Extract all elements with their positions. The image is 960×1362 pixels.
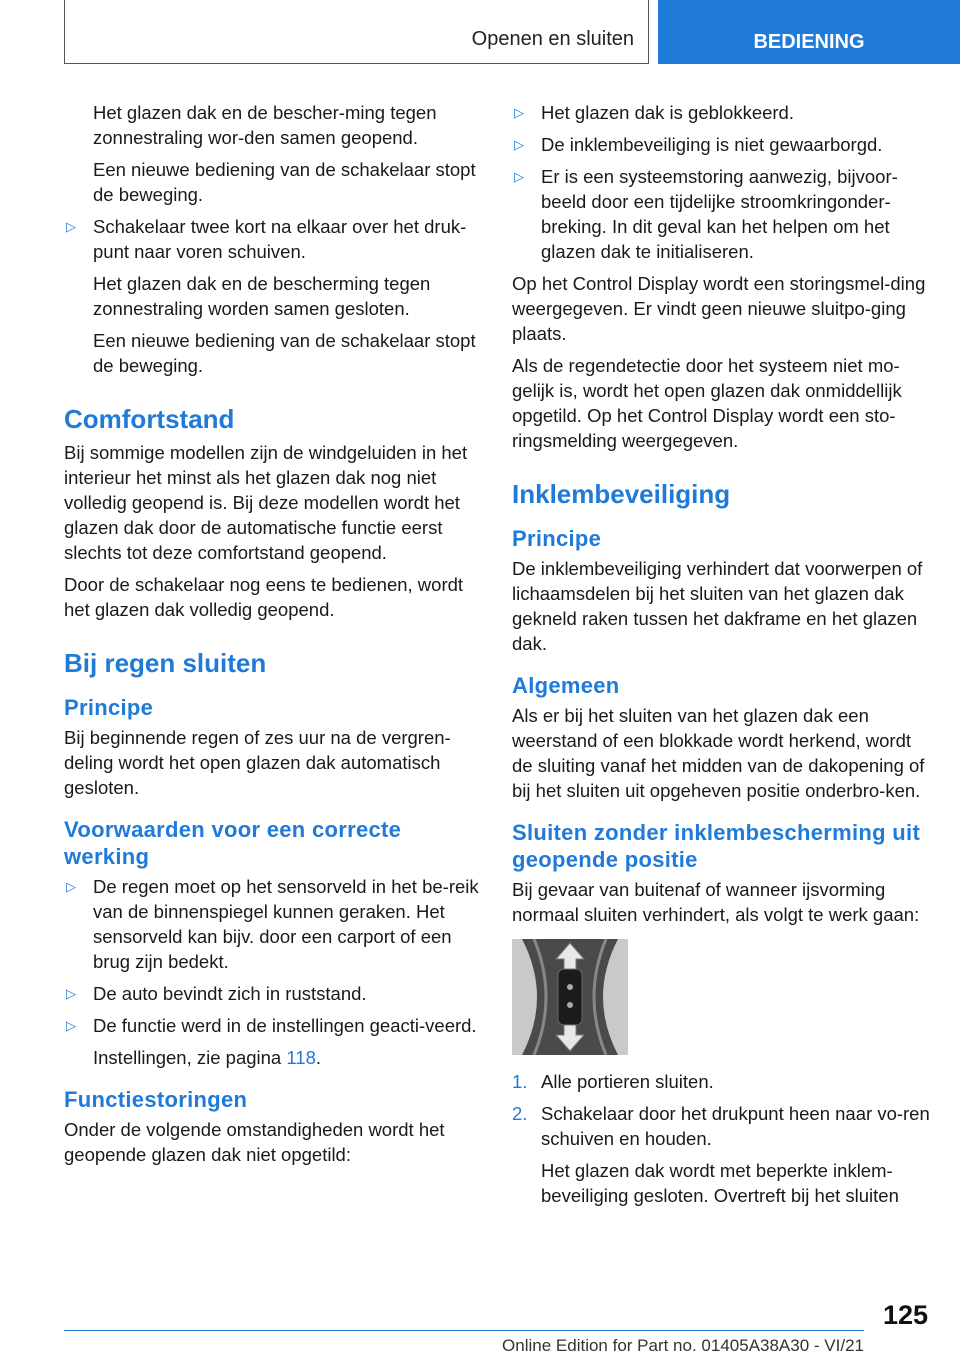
left-column — [64, 100, 482, 1174]
reference-end: . — [315, 1047, 321, 1068]
heading-comfortstand: Comfortstand — [64, 404, 235, 434]
bullet-item — [512, 164, 930, 264]
page-link[interactable]: 118 — [286, 1047, 316, 1068]
roof-switch-image — [512, 939, 628, 1055]
paragraph: Bij sommige modellen zijn de windgeluiden in het interieur het minst als het glazen dak nog niet volledig geopend is. Bij deze modellen wordt het glazen dak door de automatische functie eerst slechts tot deze comfortstand geopend. — [64, 442, 468, 563]
paragraph: Een nieuwe bediening van de schakelaar stopt de beweging. — [93, 330, 476, 376]
right-column — [512, 100, 930, 1215]
bullet-item — [64, 981, 482, 1006]
reference-text: Instellingen, zie pagina — [93, 1047, 287, 1068]
step-number: 2. — [512, 1103, 528, 1124]
step-text: Schakelaar door het drukpunt heen naar vo-ren schuiven en houden. — [541, 1103, 930, 1149]
paragraph: Op het Control Display wordt een storingsmel-ding weergegeven. Er vindt geen nieuwe sluitpo-ging plaats. — [512, 273, 926, 344]
paragraph: Het glazen dak en de bescher-ming tegen zonnestraling wor-den samen geopend. — [93, 102, 437, 148]
footer-divider — [64, 1330, 864, 1331]
header-chapter-label: BEDIENING — [753, 31, 865, 53]
header-chapter-tab — [658, 0, 960, 64]
step-number: 1. — [512, 1071, 528, 1092]
triangle-bullet-icon: ▷ — [66, 1018, 76, 1033]
bullet-text: Schakelaar twee kort na elkaar over het druk-punt naar voren schuiven. — [93, 216, 467, 262]
triangle-bullet-icon: ▷ — [514, 137, 524, 152]
paragraph: De inklembeveiliging verhindert dat voorwerpen of lichaamsdelen bij het sluiten van het glazen dak gekneld raken tussen het dakframe en het glazen dak. — [512, 558, 923, 654]
paragraph: Een nieuwe bediening van de schakelaar stopt de beweging. — [93, 159, 476, 205]
bullet-text: Het glazen dak is geblokkeerd. — [541, 102, 794, 123]
heading-principe: Principe — [512, 526, 602, 551]
bullet-item — [512, 100, 930, 125]
paragraph: Als de regendetectie door het systeem niet mo-gelijk is, wordt het open glazen dak onmiddellijk opgetild. Op het Control Display wordt een sto-ringsmelding weergegeven. — [512, 355, 902, 451]
bullet-item — [64, 1013, 482, 1038]
triangle-bullet-icon: ▷ — [66, 219, 76, 234]
footer-edition: Online Edition for Part no. 01405A38A30 - VI/21 — [502, 1336, 864, 1355]
paragraph: Het glazen dak wordt met beperkte inklem-beveiliging gesloten. Overtreft bij het sluiten — [541, 1160, 899, 1206]
paragraph: Als er bij het sluiten van het glazen dak een weerstand of een blokkade wordt herkend, wordt de sluiting vanaf het midden van de dakopening of bij het sluiten uit opgeheven positie onderbro-ken. — [512, 705, 925, 801]
page-number: 125 — [882, 1300, 928, 1330]
heading-inklembeveiliging: Inklembeveiliging — [512, 479, 731, 509]
heading-sluiten-zonder-inklembescherming: Sluiten zonder inklembescherming uit geopende positie — [512, 820, 921, 872]
paragraph: Onder de volgende omstandigheden wordt het geopende glazen dak niet opgetild: — [64, 1119, 445, 1165]
page-reference — [64, 1045, 482, 1070]
heading-functiestoringen: Functiestoringen — [64, 1087, 248, 1112]
header-section-title: Openen en sluiten — [471, 28, 634, 50]
bullet-item — [64, 874, 482, 974]
numbered-step — [512, 1069, 930, 1094]
paragraph: Het glazen dak en de bescherming tegen zonnestraling worden samen gesloten. — [93, 273, 431, 319]
bullet-item — [512, 132, 930, 157]
triangle-bullet-icon: ▷ — [514, 105, 524, 120]
bullet-text: De regen moet op het sensorveld in het be-reik van de binnenspiegel kunnen geraken. Het sensorveld kan bijv. door een carport of een brug zijn bedekt. — [93, 876, 479, 972]
bullet-text: De auto bevindt zich in ruststand. — [93, 983, 367, 1004]
heading-algemeen: Algemeen — [512, 673, 620, 698]
numbered-step — [512, 1101, 930, 1151]
heading-voorwaarden: Voorwaarden voor een correcte werking — [64, 817, 402, 869]
triangle-bullet-icon: ▷ — [514, 169, 524, 184]
bullet-text: De inklembeveiliging is niet gewaarborgd. — [541, 134, 883, 155]
triangle-bullet-icon: ▷ — [66, 986, 76, 1001]
paragraph: Door de schakelaar nog eens te bedienen, wordt het glazen dak volledig geopend. — [64, 574, 464, 620]
heading-bij-regen-sluiten: Bij regen sluiten — [64, 648, 267, 678]
paragraph: Bij beginnende regen of zes uur na de vergren-deling wordt het open glazen dak automatisch gesloten. — [64, 727, 451, 798]
bullet-text: De functie werd in de instellingen geacti-veerd. — [93, 1015, 477, 1036]
paragraph: Bij gevaar van buitenaf of wanneer ijsvorming normaal sluiten verhindert, als volgt te werk gaan: — [512, 879, 920, 925]
bullet-item — [64, 214, 482, 264]
bullet-text: Er is een systeemstoring aanwezig, bijvoor-beeld door een tijdelijke stroomkringonder-breking. In dit geval kan het helpen om het glazen dak te initialiseren. — [541, 166, 898, 262]
triangle-bullet-icon: ▷ — [66, 879, 76, 894]
roof-switch-illustration — [512, 939, 628, 1055]
heading-principe: Principe — [64, 695, 154, 720]
step-text: Alle portieren sluiten. — [541, 1071, 714, 1092]
